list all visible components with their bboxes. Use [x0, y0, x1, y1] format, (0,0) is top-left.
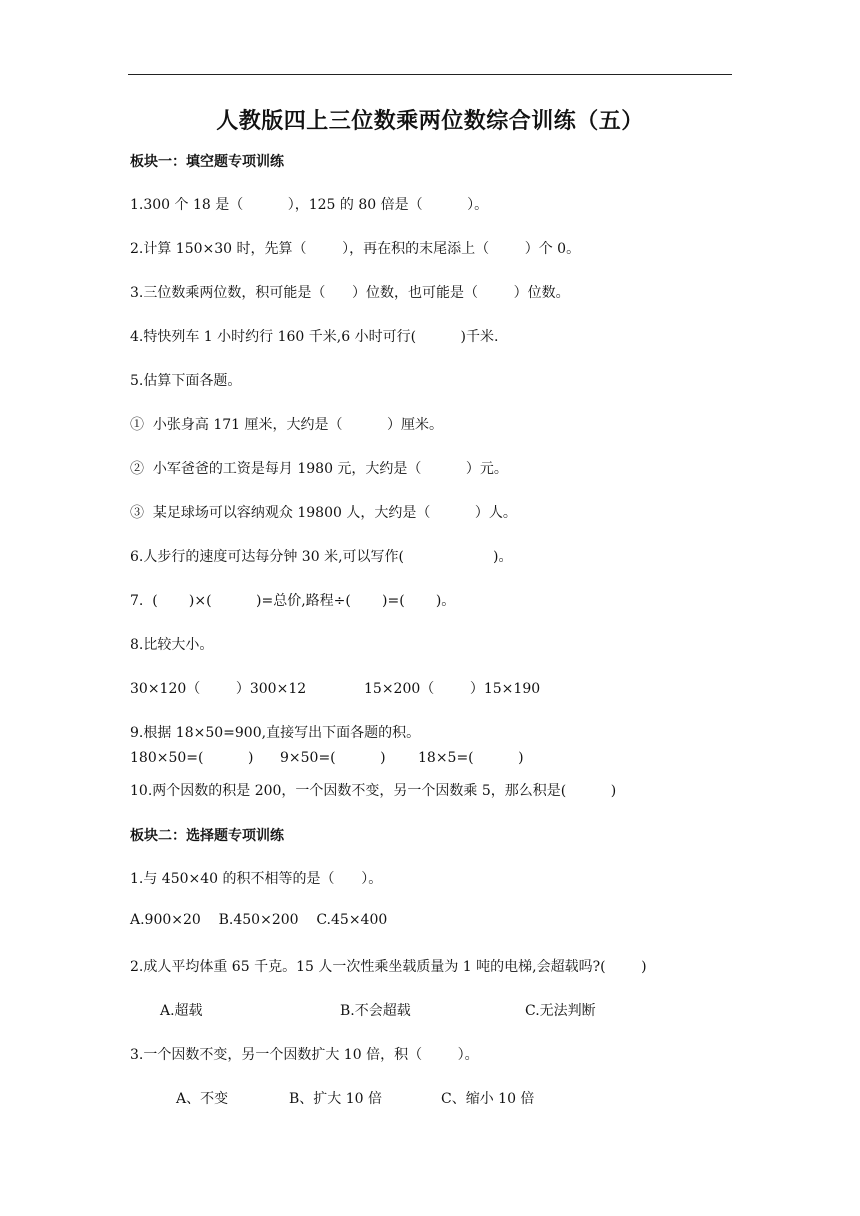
section2-heading: 板块二：选择题专项训练: [130, 828, 284, 844]
question-2-2-option-a: A.超载: [160, 1003, 203, 1019]
question-2-3-option-b: B、扩大 10 倍: [289, 1091, 383, 1107]
question-2-3-option-a: A、不变: [176, 1091, 229, 1107]
question-1-5a: ① 小张身高 171 厘米，大约是（ ）厘米。: [130, 417, 444, 433]
question-1-3: 3.三位数乘两位数，积可能是（ ）位数，也可能是（ ）位数。: [130, 285, 570, 301]
question-1-4: 4.特快列车 1 小时约行 160 千米,6 小时可行( )千米.: [130, 329, 499, 345]
question-1-8a: 30×120（ ）300×12: [130, 681, 307, 697]
question-1-5b: ② 小军爸爸的工资是每月 1980 元，大约是（ ）元。: [130, 461, 508, 477]
question-1-8b: 15×200（ ）15×190: [364, 681, 541, 697]
question-1-9a: 180×50=( ): [130, 750, 254, 766]
question-1-2: 2.计算 150×30 时，先算（ ），再在积的末尾添上（ ）个 0。: [130, 241, 581, 257]
question-2-1-options: A.900×20 B.450×200 C.45×400: [130, 912, 388, 928]
question-1-9b: 9×50=( ): [280, 750, 386, 766]
page-title: 人教版四上三位数乘两位数综合训练（五）: [216, 109, 644, 134]
question-1-5c: ③ 某足球场可以容纳观众 19800 人，大约是（ ）人。: [130, 505, 517, 521]
section1-heading: 板块一：填空题专项训练: [130, 154, 284, 170]
question-2-2-option-c: C.无法判断: [525, 1003, 596, 1019]
question-2-2-option-b: B.不会超载: [340, 1003, 411, 1019]
question-2-1: 1.与 450×40 的积不相等的是（ ）。: [130, 871, 383, 887]
question-2-2: 2.成人平均体重 65 千克。15 人一次性乘坐载质量为 1 吨的电梯,会超载吗?( ): [130, 959, 647, 975]
question-1-8: 8.比较大小。: [130, 637, 214, 653]
question-1-1: 1.300 个 18 是（ ），125 的 80 倍是（ ）。: [130, 197, 489, 213]
question-2-3-option-c: C、缩小 10 倍: [441, 1091, 535, 1107]
header-rule: [128, 74, 732, 75]
question-1-6: 6.人步行的速度可达每分钟 30 米,可以写作( )。: [130, 549, 513, 565]
question-1-9: 9.根据 18×50=900,直接写出下面各题的积。: [130, 725, 421, 741]
question-2-3: 3.一个因数不变，另一个因数扩大 10 倍，积（ ）。: [130, 1047, 479, 1063]
question-1-7: 7. ( )×( )=总价,路程÷( )=( )。: [130, 593, 456, 609]
question-1-9c: 18×5=( ): [418, 750, 524, 766]
question-1-5: 5.估算下面各题。: [130, 373, 242, 389]
question-1-10: 10.两个因数的积是 200，一个因数不变，另一个因数乘 5，那么积是( ): [130, 783, 617, 799]
